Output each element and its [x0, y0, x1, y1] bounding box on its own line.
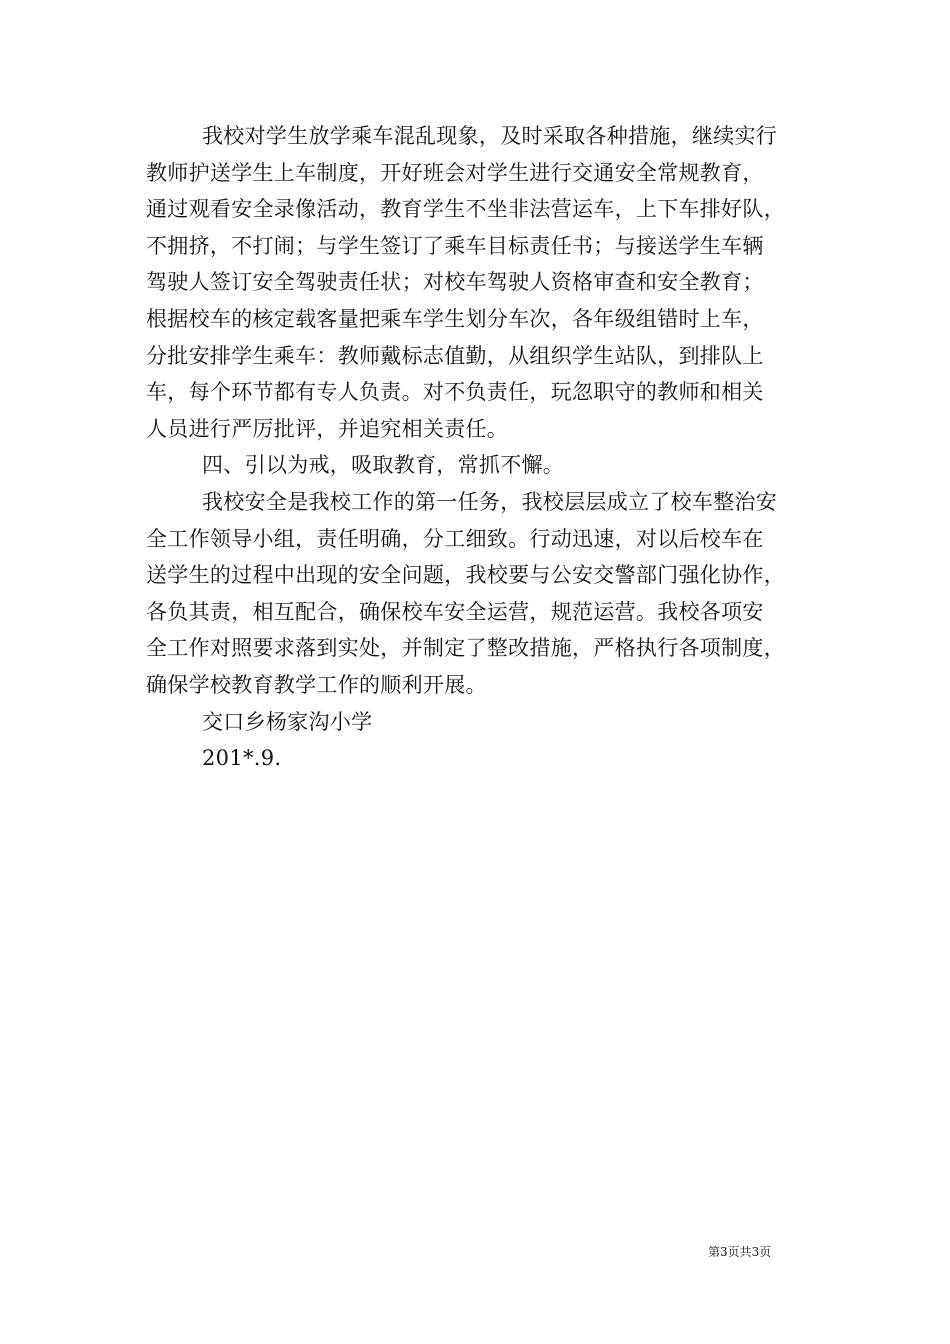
text-line: 交口乡杨家沟小学	[202, 709, 373, 734]
text-line: 201*.9.	[202, 746, 282, 771]
text-line: 驾驶人签订安全驾驶责任状；对校车驾驶人资格审查和安全教育；	[146, 270, 764, 295]
text-line: 分批安排学生乘车：教师戴标志值勤，从组织学生站队，到排队上	[146, 343, 764, 368]
signature-date	[146, 740, 816, 777]
text-line: 我校对学生放学乘车混乱现象，及时采取各种措施，继续实行	[202, 124, 778, 148]
section-heading-four	[146, 447, 816, 484]
text-line: 人员进行严厉批评，并追究相关责任。	[146, 416, 509, 441]
text-line: 根据校车的核定载客量把乘车学生划分车次，各年级组错时上车，	[146, 306, 764, 331]
text-line: 车，每个环节都有专人负责。对不负责任，玩忽职守的教师和相关	[146, 380, 764, 405]
text-line: 全工作对照要求落到实处，并制定了整改措施，严格执行各项制度，	[146, 636, 785, 661]
text-line: 通过观看安全录像活动，教育学生不坐非法营运车，上下车排好队，	[146, 197, 785, 222]
text-line: 教师护送学生上车制度，开好班会对学生进行交通安全常规教育，	[146, 160, 764, 185]
text-line: 我校安全是我校工作的第一任务，我校层层成立了校车整治安	[202, 489, 778, 514]
text-line: 送学生的过程中出现的安全问题，我校要与公安交警部门强化协作，	[146, 563, 785, 588]
paragraph-measures	[146, 118, 816, 447]
text-line: 全工作领导小组，责任明确，分工细致。行动迅速，对以后校车在	[146, 526, 764, 551]
document-body	[146, 118, 816, 777]
paragraph-safety-task	[146, 484, 816, 704]
text-line: 确保学校教育教学工作的顺利开展。	[146, 672, 487, 697]
text-line: 四、引以为戒，吸取教育，常抓不懈。	[202, 453, 565, 478]
text-line: 各负其责，相互配合，确保校车安全运营，规范运营。我校各项安	[146, 599, 764, 624]
page-number: 第3页共3页	[708, 1245, 772, 1259]
text-line: 不拥挤，不打闹；与学生签订了乘车目标责任书；与接送学生车辆	[146, 233, 764, 258]
signature-school	[146, 704, 816, 741]
